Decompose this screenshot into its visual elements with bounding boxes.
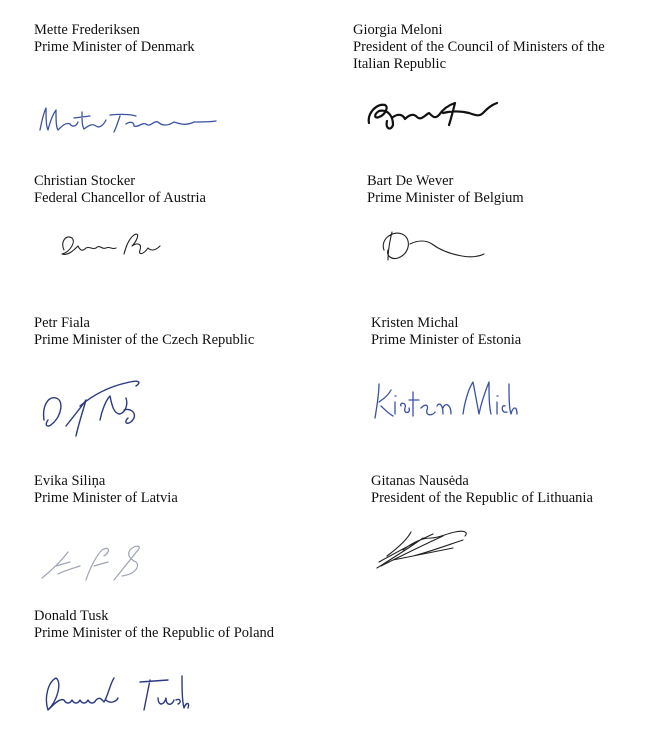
signatory-block: [34, 173, 206, 207]
signatory-name: Giorgia Meloni: [353, 22, 443, 38]
signatory-name: Mette Frederiksen: [34, 22, 140, 38]
signatory-block: [353, 22, 638, 73]
signature-de-wever-image: [378, 226, 488, 266]
signatory-title: Prime Minister of Belgium: [367, 190, 524, 206]
signatory-title: President of the Republic of Lithuania: [371, 490, 593, 506]
signature-michal-image: [369, 376, 519, 422]
signatory-block: [34, 22, 195, 56]
signatory-block: [34, 608, 274, 642]
signatory-title: Prime Minister of the Czech Republic: [34, 332, 255, 348]
signatory-block: [34, 315, 254, 349]
signatory-name: Donald Tusk: [34, 608, 109, 624]
signatory-block: [367, 173, 524, 207]
signatory-title: President of the Council of Ministers of the Italian Republic: [353, 39, 605, 72]
signatory-name: Petr Fiala: [34, 315, 90, 331]
signature-meloni-image: [363, 95, 503, 135]
signatory-name: Kristen Michal: [371, 315, 459, 331]
signature-stocker-image: [52, 228, 167, 264]
signatory-name: Evika Siliņa: [34, 473, 106, 489]
signature-silina-image: [38, 540, 148, 584]
signature-frederiksen-image: [34, 100, 219, 140]
signatory-title: Prime Minister of Latvia: [34, 490, 178, 506]
signatory-block: [371, 315, 521, 349]
signatory-name: Gitanas Nausėda: [371, 473, 469, 489]
signatory-title: Prime Minister of the Republic of Poland: [34, 625, 275, 641]
signature-nauseda-image: [373, 526, 473, 572]
signatory-block: [34, 473, 178, 507]
signatory-name: Christian Stocker: [34, 173, 136, 189]
signatory-title: Prime Minister of Estonia: [371, 332, 522, 348]
signatory-title: Federal Chancellor of Austria: [34, 190, 206, 206]
signatory-name: Bart De Wever: [367, 173, 454, 189]
signatory-title: Prime Minister of Denmark: [34, 39, 195, 55]
signature-fiala-image: [40, 376, 150, 442]
signature-tusk-image: [40, 670, 190, 716]
signatory-block: [371, 473, 593, 507]
